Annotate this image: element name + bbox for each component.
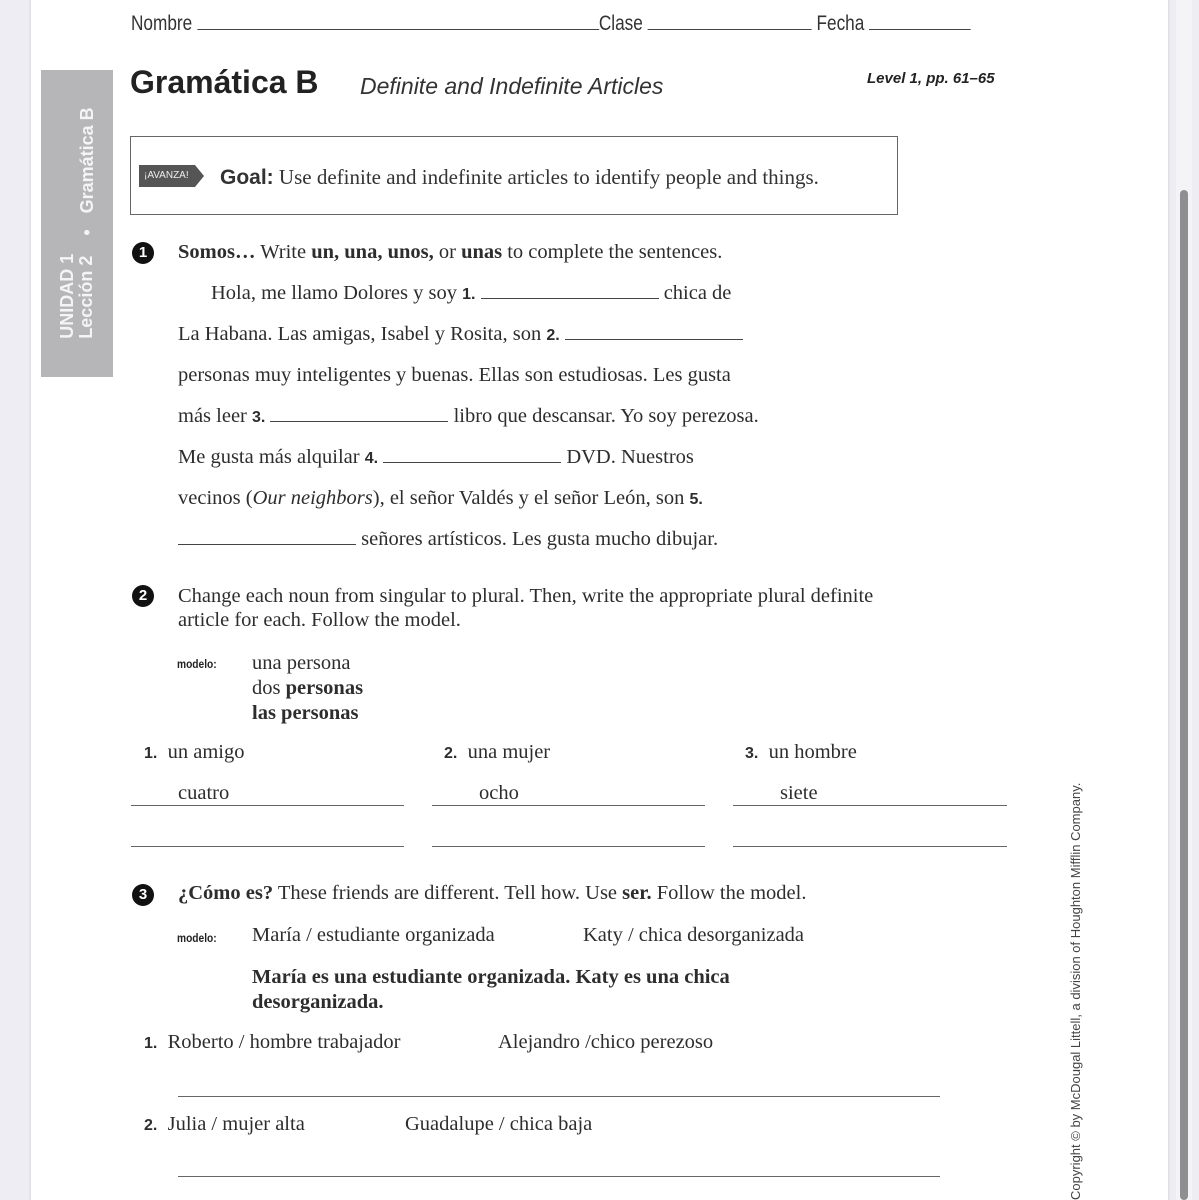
instr-text: These friends are different. Tell how. Use <box>277 882 618 904</box>
paragraph-line-3 <box>178 364 731 387</box>
model-answer-line: María es una estudiante organizada. Katy es una chica <box>252 966 730 988</box>
item-number: 2. <box>444 745 458 762</box>
goal-label: Goal: <box>220 166 274 189</box>
exercise-3-item-2 <box>144 1113 305 1136</box>
item-noun: un amigo <box>167 741 245 763</box>
instr-text: Write <box>260 241 307 263</box>
italic-text: Our neighbors <box>252 487 373 509</box>
exercise-3-title: ¿Cómo es? <box>178 882 274 904</box>
student-info-header <box>131 12 971 36</box>
item-1-count: cuatro <box>178 782 230 804</box>
clase-field[interactable] <box>648 15 812 30</box>
blank-number: 2. <box>546 327 560 344</box>
clase-label: Clase <box>598 12 643 35</box>
exercise-2-item-3 <box>745 741 857 764</box>
item-prompt-a: Julia / mujer alta <box>167 1113 305 1135</box>
exercise-3-item-2-answer-line[interactable] <box>178 1176 940 1177</box>
exercise-2-number-icon: 2 <box>132 585 154 607</box>
exercise-2-instructions <box>178 584 873 632</box>
copyright-notice: Copyright © by McDougal Littell, a division of Houghton Mifflin Company. <box>1068 782 1083 1200</box>
goal-text: Use definite and indefinite articles to identify people and things. <box>278 165 819 189</box>
paragraph-line-5 <box>178 446 694 469</box>
exercise-3-instructions <box>178 882 806 905</box>
exercise-3-number-icon: 3 <box>132 884 154 906</box>
item-2-answer-line-1[interactable] <box>432 805 705 806</box>
exercise-2-model <box>252 651 363 726</box>
instr-text: Follow the model. <box>656 882 807 904</box>
item-1-answer-line-2[interactable] <box>131 846 404 847</box>
line-text: ), el señor Valdés y el señor León, son <box>372 487 685 509</box>
paragraph-line-6 <box>178 487 703 510</box>
item-prompt-a: Roberto / hombre trabajador <box>167 1031 401 1053</box>
paragraph-line-4 <box>178 405 759 428</box>
exercise-1-number-icon: 1 <box>132 242 154 264</box>
paragraph-line-1 <box>211 282 731 305</box>
line-text: Hola, me llamo Dolores y soy <box>211 282 457 304</box>
model-prompt-a: María / estudiante organizada <box>252 924 495 946</box>
level-reference: Level 1, pp. 61–65 <box>867 70 995 87</box>
line-text: DVD. Nuestros <box>566 446 694 468</box>
fecha-field[interactable] <box>869 15 971 30</box>
item-prompt-b: Guadalupe / chica baja <box>405 1113 593 1135</box>
model-line <box>252 676 363 701</box>
model-answer <box>252 965 730 1015</box>
page-subtitle: Definite and Indefinite Articles <box>360 73 664 99</box>
avanza-badge: ¡AVANZA! <box>139 165 195 187</box>
model-text-bold: personas <box>285 677 364 699</box>
item-2-answer-line-2[interactable] <box>432 846 705 847</box>
answer-blank-1[interactable] <box>481 282 659 299</box>
goal-statement <box>220 165 819 190</box>
instr-text: to complete the sentences. <box>507 241 723 263</box>
modelo-label: modelo: <box>177 931 217 945</box>
exercise-1-title: Somos… <box>178 241 256 263</box>
item-2-count: ocho <box>479 782 519 804</box>
line-text: Me gusta más alquilar <box>178 446 360 468</box>
exercise-3-item-1-answer-line[interactable] <box>178 1096 940 1097</box>
item-3-answer-line-2[interactable] <box>733 846 1007 847</box>
item-3-answer-line-1[interactable] <box>733 805 1007 806</box>
instr-line: article for each. Follow the model. <box>178 609 461 631</box>
bullet-separator: • <box>76 229 97 236</box>
unit-label: UNIDAD 1 <box>57 253 77 339</box>
item-number: 3. <box>745 745 759 762</box>
exercise-2-item-1 <box>144 741 244 764</box>
article-word: unas <box>461 241 503 263</box>
modelo-label: modelo: <box>177 657 217 671</box>
line-text: La Habana. Las amigas, Isabel y Rosita, son <box>178 323 542 345</box>
item-number: 1. <box>144 745 158 762</box>
item-noun: una mujer <box>467 741 551 763</box>
model-answer-line: desorganizada. <box>252 991 384 1013</box>
blank-number: 3. <box>252 409 266 426</box>
line-text: vecinos ( <box>178 487 253 509</box>
item-noun: un hombre <box>768 741 857 763</box>
unit-side-tab <box>41 70 113 377</box>
model-text: dos <box>252 677 281 699</box>
nombre-label: Nombre <box>131 12 193 35</box>
answer-blank-4[interactable] <box>383 446 561 463</box>
model-line: las personas <box>252 702 359 724</box>
answer-blank-5[interactable] <box>178 528 356 545</box>
item-number: 1. <box>144 1035 158 1052</box>
line-text: señores artísticos. Les gusta mucho dibujar. <box>361 528 719 550</box>
model-line: una persona <box>252 652 351 674</box>
article-words: un, una, unos, <box>311 241 434 263</box>
instr-line: Change each noun from singular to plural. Then, write the appropriate plural definite <box>178 585 874 607</box>
page-title: Gramática B <box>130 64 319 100</box>
exercise-1-instructions <box>178 241 722 264</box>
worksheet-page <box>31 0 1168 1200</box>
item-1-answer-line-1[interactable] <box>131 805 404 806</box>
line-text: personas muy inteligentes y buenas. Ellas son estudiosas. Les gusta <box>178 364 731 386</box>
exercise-2-item-2 <box>444 741 550 764</box>
blank-number: 5. <box>689 491 703 508</box>
section-label: Gramática B <box>76 107 97 214</box>
answer-blank-3[interactable] <box>270 405 448 422</box>
answer-blank-2[interactable] <box>565 323 743 340</box>
item-3-count: siete <box>780 782 818 804</box>
instr-text: or <box>438 241 456 263</box>
blank-number: 1. <box>462 286 476 303</box>
nombre-field[interactable] <box>197 15 599 30</box>
line-text: libro que descansar. Yo soy perezosa. <box>453 405 759 427</box>
goal-box <box>130 136 898 215</box>
line-text: más leer <box>178 405 247 427</box>
blank-number: 4. <box>364 450 379 467</box>
item-number: 2. <box>144 1117 158 1134</box>
fecha-label: Fecha <box>816 12 865 35</box>
item-prompt-b: Alejandro /chico perezoso <box>498 1031 714 1053</box>
line-text: chica de <box>663 282 732 304</box>
lesson-label: Lección 2 <box>76 255 96 339</box>
paragraph-line-7 <box>178 528 718 551</box>
exercise-3-item-1 <box>144 1031 400 1054</box>
paragraph-line-2 <box>178 323 743 346</box>
model-prompt-b: Katy / chica desorganizada <box>583 924 805 946</box>
instr-keyword: ser. <box>622 882 652 904</box>
scrollbar-thumb[interactable] <box>1180 190 1188 1200</box>
